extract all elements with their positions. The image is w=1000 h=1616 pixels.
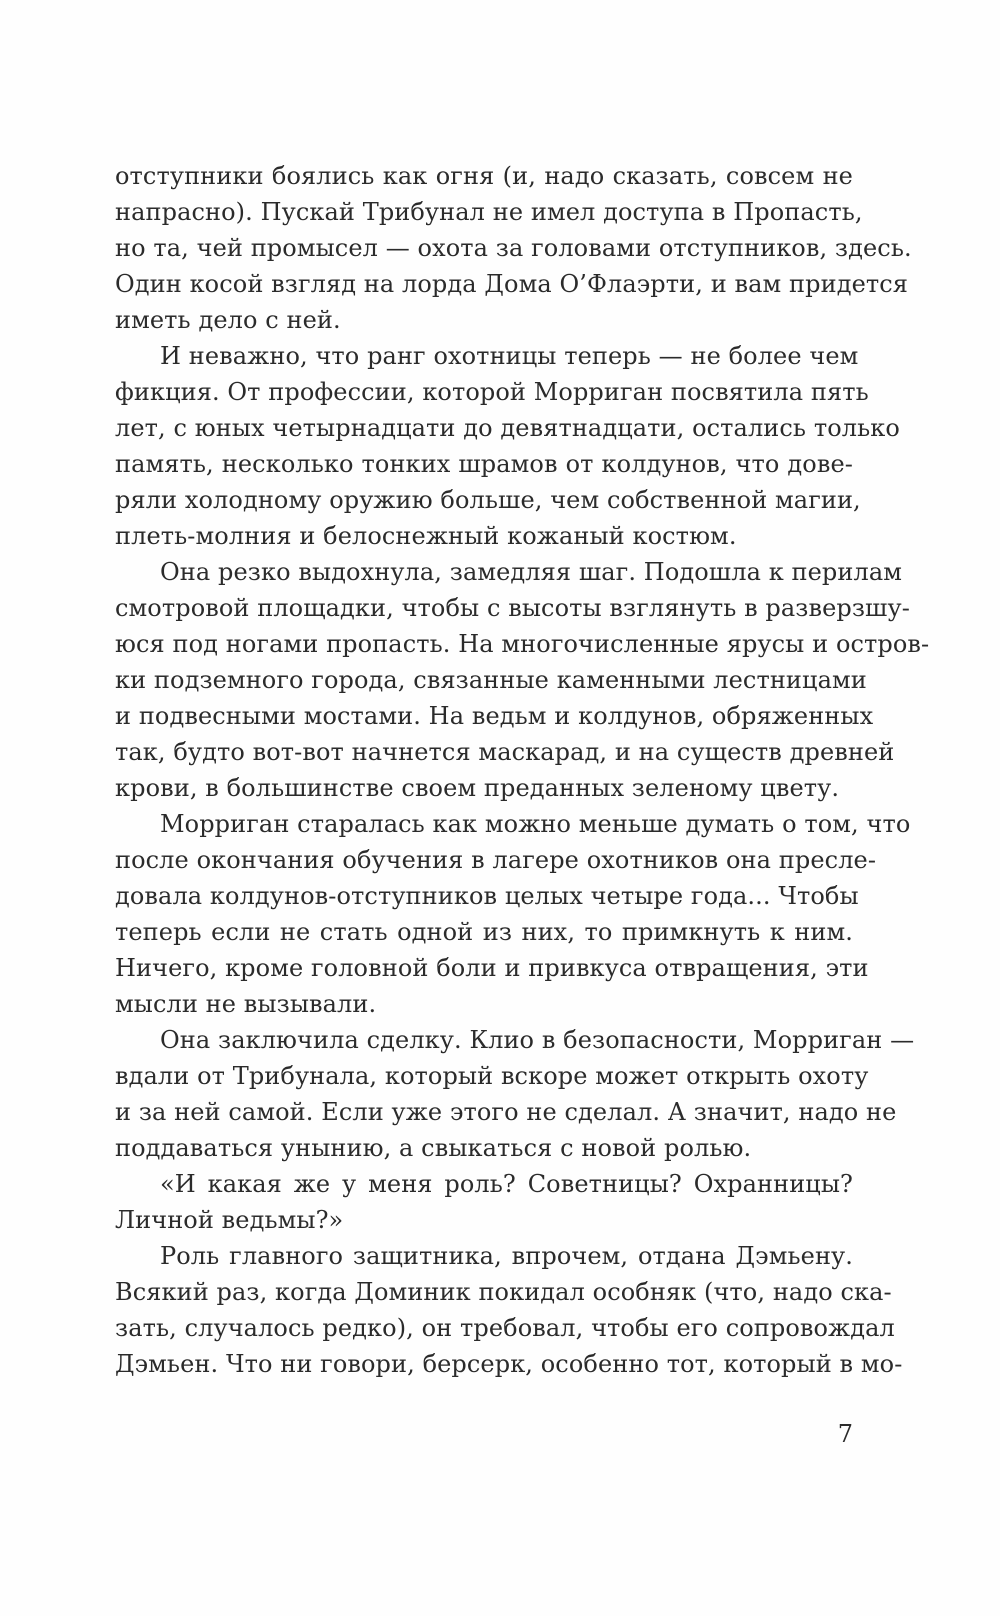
text-line: Всякий раз, когда Доминик покидал особняк (что, надо ска- [115,1278,892,1306]
text-line: так, будто вот-вот начнется маскарад, и на существ древней [115,738,895,766]
text-line: и подвесными мостами. На ведьм и колдунов, обряженных [115,702,874,730]
text-line: поддаваться унынию, а свыкаться с новой ролью. [115,1134,752,1162]
text-line: и за ней самой. Если уже этого не сделал. А значит, надо не [115,1098,897,1126]
text-line: ряли холодному оружию больше, чем собственной магии, [115,486,861,514]
paragraph [115,158,912,338]
text-line: Роль главного защитника, впрочем, отдана Дэмьену. [160,1242,853,1270]
text-line: лет, с юных четырнадцати до девятнадцати, остались только [115,414,900,442]
text-line: плеть-молния и белоснежный кожаный костюм. [115,522,737,550]
page-number: 7 [837,1420,853,1448]
body-text [115,158,930,1382]
text-line: ки подземного города, связанные каменными лестницами [115,666,867,694]
text-line: Один косой взгляд на лорда Дома О’Флаэрти, и вам придется [115,270,909,298]
text-line: вдали от Трибунала, который вскоре может открыть охоту [115,1062,869,1090]
text-line: Она резко выдохнула, замедляя шаг. Подошла к перилам [160,558,903,586]
text-line: Она заключила сделку. Клио в безопасности, Морриган — [160,1026,915,1054]
text-line: смотровой площадки, чтобы с высоты взглянуть в разверзшу- [115,594,910,622]
paragraph [115,1238,903,1382]
text-line: юся под ногами пропасть. На многочисленные ярусы и остров- [115,630,930,658]
text-line: Морриган старалась как можно меньше думать о том, что [160,810,911,838]
text-line: но та, чей промысел — охота за головами отступников, здесь. [115,234,912,262]
text-line: память, несколько тонких шрамов от колдунов, что дове- [115,450,853,478]
text-line: «И какая же у меня роль? Советницы? Охранницы? [160,1170,853,1198]
text-line: иметь дело с ней. [115,306,341,334]
text-line: Личной ведьмы?» [115,1206,344,1234]
text-line: фикция. От профессии, которой Морриган посвятила пять [115,378,869,406]
paragraph [115,806,911,1022]
text-line: И неважно, что ранг охотницы теперь — не более чем [160,342,859,370]
text-line: довала колдунов-отступников целых четыре года... Чтобы [115,882,859,910]
text-line: отступники боялись как огня (и, надо сказать, совсем не [115,162,853,190]
text-line: Ничего, кроме головной боли и привкуса отвращения, эти [115,954,869,982]
text-line: мысли не вызывали. [115,990,377,1018]
paragraph [115,1022,915,1166]
paragraph [115,554,930,806]
text-line: после окончания обучения в лагере охотников она пресле- [115,846,877,874]
paragraph [115,338,900,554]
paragraph [115,1166,853,1238]
text-line: Дэмьен. Что ни говори, берсерк, особенно тот, который в мо- [115,1350,903,1378]
text-line: зать, случалось редко), он требовал, чтобы его сопровождал [115,1314,895,1342]
text-line: теперь если не стать одной из них, то примкнуть к ним. [115,918,853,946]
text-line: напрасно). Пускай Трибунал не имел доступа в Пропасть, [115,198,863,226]
text-line: крови, в большинстве своем преданных зеленому цвету. [115,774,840,802]
